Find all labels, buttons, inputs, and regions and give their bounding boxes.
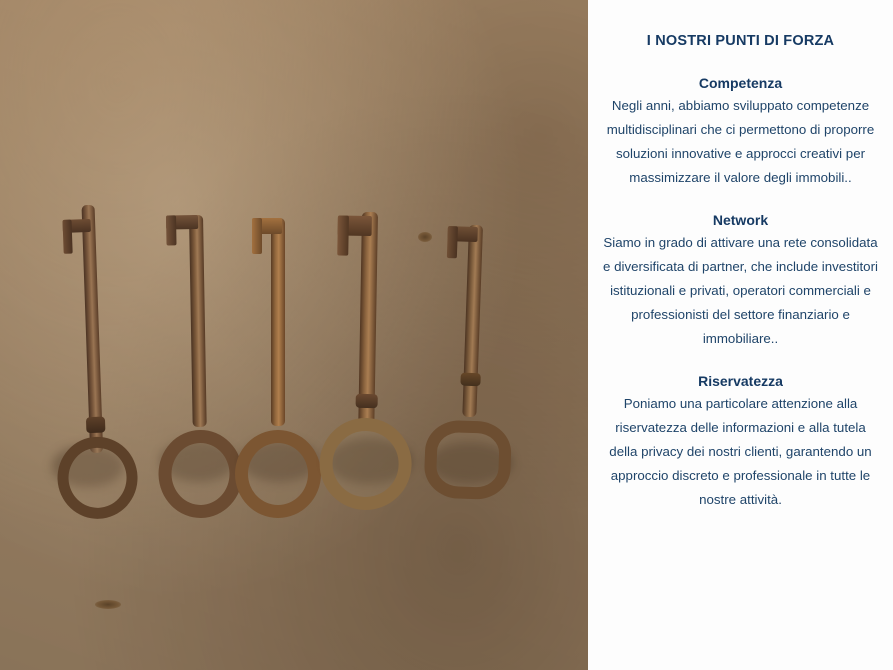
section-competenza <box>602 75 879 190</box>
section-body-riservatezza: Poniamo una particolare attenzione alla riservatezza delle informazioni e alla tutela della privacy dei nostri clienti, garantendo un approccio discreto e professionale in tutte le nostre attività. <box>609 396 872 507</box>
section-riservatezza <box>602 373 879 512</box>
section-heading-competenza: Competenza <box>698 75 783 91</box>
panel-title: I NOSTRI PUNTI DI FORZA <box>646 33 835 49</box>
section-network <box>602 212 879 351</box>
section-heading-riservatezza: Riservatezza <box>698 373 783 389</box>
section-heading-network: Network <box>712 212 769 228</box>
section-body-network: Siamo in grado di attivare una rete consolidata e diversificata di partner, che include investitori istituzionali e privati, operatori commerciali e professionisti del settore finanziario e immobiliare.. <box>603 235 878 346</box>
strengths-panel <box>588 0 893 670</box>
section-body-competenza: Negli anni, abbiamo sviluppato competenze multidisciplinari che ci permettono di proporre soluzioni innovative e approcci creativi per massimizzare il valore degli immobili.. <box>606 98 875 185</box>
